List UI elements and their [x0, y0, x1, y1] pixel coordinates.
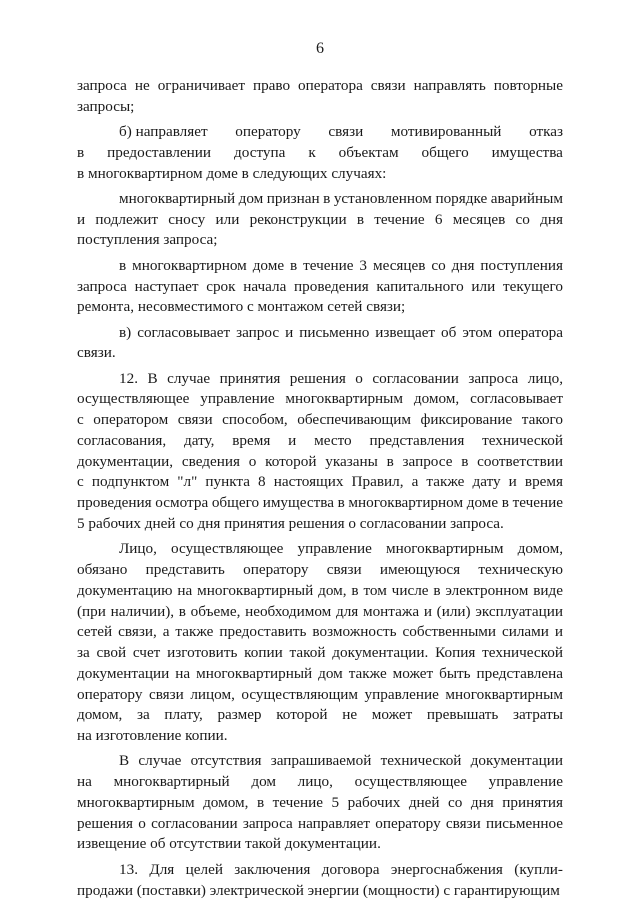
paragraph	[77, 256, 563, 318]
paragraph	[77, 860, 563, 902]
text-line: запроса наступает срок начала проведения капитального или текущего	[77, 277, 563, 295]
text-line: ремонта, несовместимого с монтажом сетей связи;	[77, 298, 406, 316]
text-line: 13. Для целей заключения договора энергоснабжения (купли-	[119, 860, 563, 878]
text-line: в многоквартирном доме в следующих случаях:	[77, 164, 387, 182]
text-line: извещение об отсутствии такой документации.	[77, 835, 381, 853]
paragraph	[77, 189, 563, 251]
text-line: с оператором связи способом, обеспечивающим фиксирование такого	[77, 411, 563, 429]
text-line: В случае отсутствия запрашиваемой технической документации	[119, 752, 563, 770]
text-line: многоквартирным домом, в течение 5 рабочих дней со дня принятия	[77, 793, 563, 811]
text-line: и подлежит сносу или реконструкции в течение 6 месяцев со дня	[77, 210, 563, 228]
text-line: продажи (поставки) электрической энергии (мощности) с гарантирующим	[77, 881, 560, 899]
text-line: на изготовление копии.	[77, 727, 228, 745]
text-line: сетей связи, а также предоставить возможность собственными силами и	[77, 623, 563, 641]
text-line: проведения осмотра общего имущества в многоквартирном доме в течение	[77, 494, 563, 512]
text-line: запросы;	[77, 97, 135, 115]
text-line: документации, сведения о которой указаны в запросе в соответствии	[77, 452, 563, 470]
text-line: документацию на многоквартирный дом, в том числе в электронном виде	[77, 581, 563, 599]
paragraph	[77, 122, 563, 184]
text-line: в) согласовывает запрос и письменно извещает об этом оператора	[119, 323, 563, 341]
text-line: с подпунктом "л" пункта 8 настоящих Правил, а также дату и время	[77, 473, 563, 491]
text-line: согласования, дату, время и место представления технической	[77, 431, 563, 449]
text-line: в многоквартирном доме в течение 3 месяцев со дня поступления	[119, 256, 563, 274]
text-line: оператору связи лицом, осуществляющим управление многоквартирным	[77, 685, 563, 703]
paragraph	[77, 369, 563, 535]
paragraph	[77, 323, 563, 365]
text-line: 5 рабочих дней со дня принятия решения о согласовании запроса.	[77, 514, 504, 532]
text-line: б) направляет оператору связи мотивированный отказ	[119, 123, 563, 141]
text-line: решения о согласовании запроса направляет оператору связи письменное	[77, 814, 563, 832]
text-line: поступления запроса;	[77, 231, 218, 249]
text-line: связи.	[77, 344, 116, 362]
text-line: документации на многоквартирный дом также может быть представлена	[77, 664, 563, 682]
paragraph	[77, 539, 563, 747]
text-line: домом, за плату, размер которой не может превышать затраты	[77, 706, 563, 724]
paragraph	[77, 751, 563, 855]
text-line: в предоставлении доступа к объектам общего имущества	[77, 143, 563, 161]
text-line: обязано представить оператору связи имеющуюся техническую	[77, 561, 563, 579]
text-line: за свой счет изготовить копии такой документации. Копия технической	[77, 644, 563, 662]
text-line: запроса не ограничивает право оператора связи направлять повторные	[77, 77, 563, 94]
page-number: 6	[316, 40, 324, 57]
text-line: на многоквартирный дом лицо, осуществляющее управление	[77, 773, 563, 791]
paragraph	[77, 76, 563, 118]
text-line: Лицо, осуществляющее управление многоквартирным домом,	[119, 540, 563, 558]
text-line: (при наличии), в объеме, необходимом для монтажа и (или) эксплуатации	[77, 602, 563, 620]
text-line: осуществляющее управление многоквартирным домом, согласовывает	[77, 390, 563, 408]
text-line: многоквартирный дом признан в установленном порядке аварийным	[119, 189, 563, 207]
document-body	[77, 76, 563, 906]
text-line: 12. В случае принятия решения о согласовании запроса лицо,	[119, 369, 563, 387]
